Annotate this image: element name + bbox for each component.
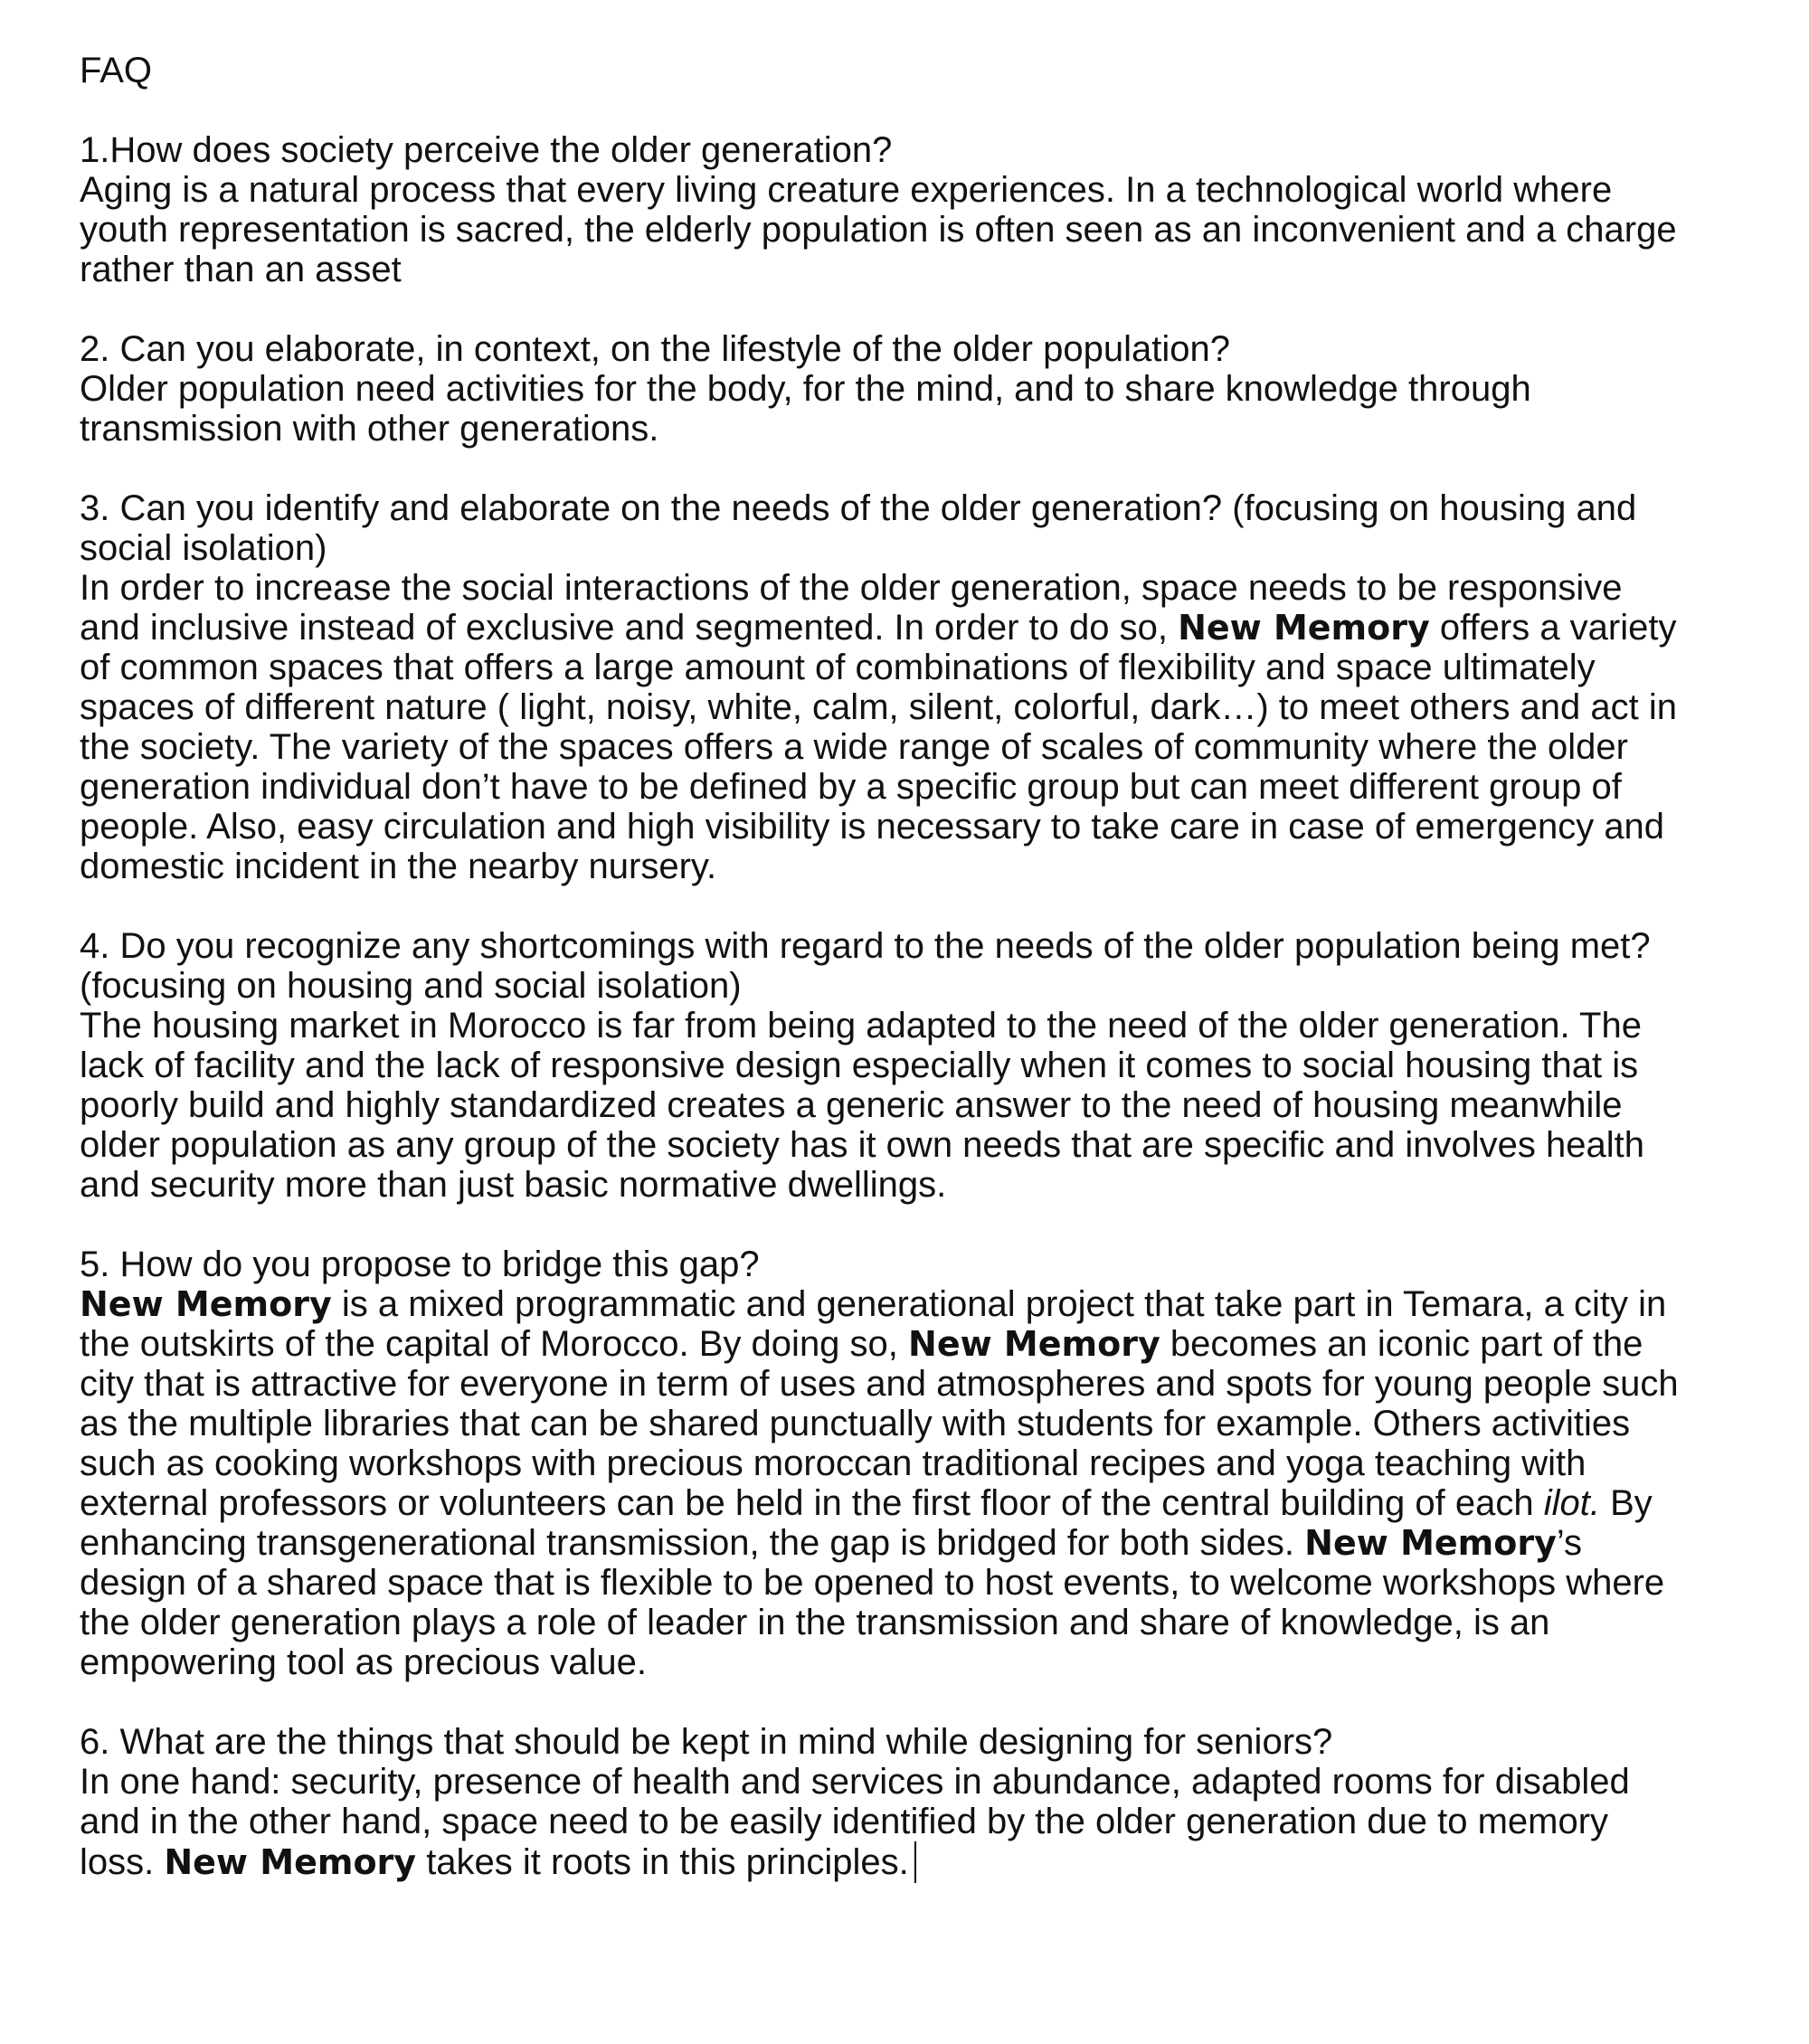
brand-name: New Memory (1304, 1523, 1557, 1563)
question-4: 4. Do you recognize any shortcomings with regard to the needs of the older population being met? (focusing on housing and social isolation) (80, 926, 1651, 1006)
answer-5-italic-term: ilot. (1543, 1483, 1600, 1523)
faq-item-4 (80, 926, 1690, 1205)
document-title: FAQ (80, 51, 153, 90)
answer-6 (80, 1762, 1690, 1883)
question-2: 2. Can you elaborate, in context, on the lifestyle of the older population? (80, 329, 1230, 369)
faq-item-6 (80, 1722, 1690, 1883)
question-1: 1.How does society perceive the older generation? (80, 130, 893, 170)
answer-5-text-b: becomes an iconic part of the city that is attractive for everyone in term of uses and atmospheres and spots for young people such as the multiple libraries that can be shared punctually with students for example. Others activities such as cooking workshops with precious moroccan traditional recipes and yoga teaching with external professors or volunteers can be held in the first floor of the central building of each (80, 1324, 1679, 1523)
answer-6-text-a: In one hand: security, presence of health and services in abundance, adapted rooms for disabled and in the other hand, space need to be easily identified by the older generation due to memory loss. (80, 1762, 1630, 1882)
answer-5-text-c: By enhancing transgenerational transmission, the gap is bridged for both sides. (80, 1483, 1653, 1563)
answer-5-text-d: ’s design of a shared space that is flexible to be opened to host events, to welcome workshops where the older generation plays a role of leader in the transmission and share of knowledge, is an empowering tool as precious value. (80, 1523, 1665, 1682)
answer-1: Aging is a natural process that every living creature experiences. In a technological world where youth representation is sacred, the elderly population is often seen as an inconvenient and a charge rather than an asset (80, 170, 1677, 289)
brand-name: New Memory (908, 1324, 1160, 1364)
faq-item-2 (80, 329, 1690, 449)
faq-item-5 (80, 1244, 1690, 1682)
answer-5-text-a: is a mixed programmatic and generational project that take part in Temara, a city in the outskirts of the capital of Morocco. By doing so, (80, 1284, 1667, 1364)
brand-name: New Memory (1178, 608, 1430, 648)
brand-name: New Memory (80, 1284, 332, 1324)
answer-5 (80, 1284, 1690, 1682)
answer-3 (80, 568, 1690, 886)
faq-item-1 (80, 130, 1690, 289)
answer-3-text-a: In order to increase the social interactions of the older generation, space needs to be responsive and inclusive instead of exclusive and segmented. In order to do so, (80, 568, 1623, 648)
brand-name: New Memory (164, 1842, 417, 1882)
answer-4: The housing market in Morocco is far from being adapted to the need of the older generation. The lack of facility and the lack of responsive design especially when it comes to social housing that is poorly build and highly standardized creates a generic answer to the need of housing meanwhile older population as any group of the society has it own needs that are specific and involves health and security more than just basic normative dwellings. (80, 1006, 1644, 1205)
document-body[interactable] (80, 51, 1690, 1883)
text-cursor (914, 1841, 916, 1883)
answer-3-text-b: offers a variety of common spaces that offers a large amount of combinations of flexibility and space ultimately spaces of different nature ( light, noisy, white, calm, silent, colorful, dark…) to meet others and act in the society. The variety of the spaces offers a wide range of scales of community where the older generation individual don’t have to be defined by a specific group but can meet different group of people. Also, easy circulation and high visibility is necessary to take care in case of emergency and domestic incident in the nearby nursery. (80, 608, 1678, 886)
answer-6-text-b: takes it roots in this principles. (416, 1842, 909, 1882)
answer-2: Older population need activities for the body, for the mind, and to share knowledge through transmission with other generations. (80, 369, 1531, 449)
question-3: 3. Can you identify and elaborate on the needs of the older generation? (focusing on housing and social isolation) (80, 488, 1637, 568)
question-5: 5. How do you propose to bridge this gap? (80, 1244, 760, 1284)
question-6: 6. What are the things that should be kept in mind while designing for seniors? (80, 1722, 1333, 1762)
faq-item-3 (80, 488, 1690, 886)
